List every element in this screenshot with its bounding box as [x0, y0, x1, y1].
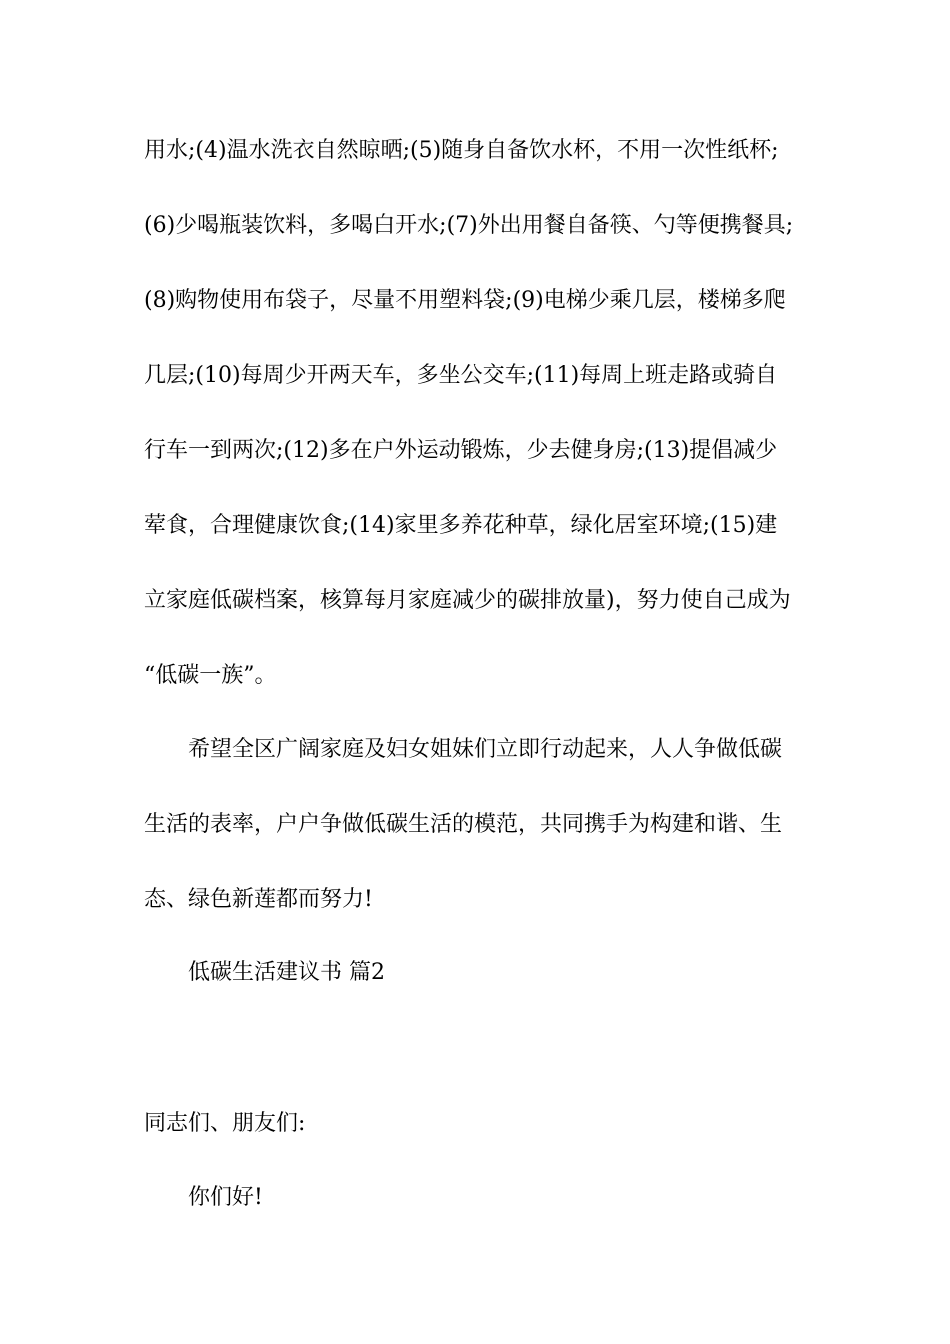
body-text-line: (8)购物使用布袋子，尽量不用塑料袋;(9)电梯少乘几层，楼梯多爬 — [144, 288, 786, 313]
body-text-line: 几层;(10)每周少开两天车，多坐公交车;(11)每周上班走路或骑自 — [144, 363, 778, 388]
body-text-line: 行车一到两次;(12)多在户外运动锻炼，少去健身房;(13)提倡减少 — [144, 438, 778, 463]
body-text-line: 立家庭低碳档案，核算每月家庭减少的碳排放量)，努力使自己成为 — [144, 588, 791, 613]
body-text-line: 希望全区广阔家庭及妇女姐妹们立即行动起来，人人争做低碳 — [188, 737, 783, 762]
greeting: 你们好! — [188, 1185, 263, 1210]
body-text-line: 生活的表率，户户争做低碳生活的模范，共同携手为构建和谐、生 — [144, 812, 783, 837]
section-heading: 低碳生活建议书 篇2 — [188, 960, 385, 985]
salutation: 同志们、朋友们: — [144, 1111, 306, 1136]
body-text-line: 态、绿色新莲都而努力! — [144, 887, 373, 912]
body-text-line: “低碳一族”。 — [144, 663, 277, 688]
body-text-line: 用水;(4)温水洗衣自然晾晒;(5)随身自备饮水杯，不用一次性纸杯; — [144, 138, 779, 163]
body-text-line: 荤食，合理健康饮食;(14)家里多养花种草，绿化居室环境;(15)建 — [144, 513, 778, 538]
body-text-line: (6)少喝瓶装饮料，多喝白开水;(7)外出用餐自备筷、勺等便携餐具; — [144, 213, 794, 238]
